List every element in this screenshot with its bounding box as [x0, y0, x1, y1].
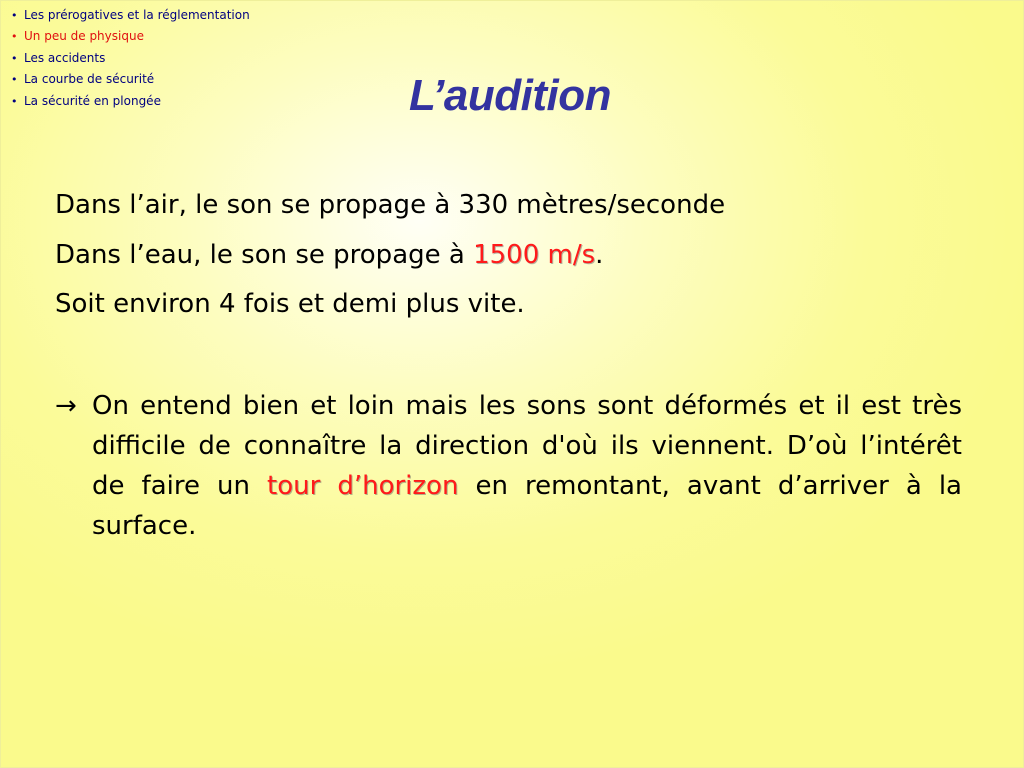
paragraph-text: On entend bien et loin mais les sons sont déformés et il est très difficile de connaître la direction d'où ils viennent. D’où l’intérêt de faire un — [92, 391, 962, 501]
bullet-icon: • — [11, 94, 18, 108]
body-line-eau — [55, 237, 603, 273]
highlight-tour-horizon: tour d’horizon — [267, 471, 459, 501]
nav-item-label: Un peu de physique — [24, 29, 144, 44]
bullet-icon: • — [11, 51, 18, 65]
nav-item-prerogatives[interactable] — [11, 5, 250, 26]
arrow-right-icon: → — [55, 391, 77, 421]
nav-item-label: La sécurité en plongée — [24, 93, 161, 108]
highlight-speed: 1500 m/s — [473, 240, 596, 270]
bullet-icon: • — [11, 73, 18, 87]
slide-navigation-menu — [11, 5, 250, 112]
nav-item-label: Les prérogatives et la réglementation — [24, 8, 250, 22]
slide-title: L’audition — [409, 71, 611, 120]
bullet-icon: • — [11, 9, 18, 22]
nav-item-physique[interactable] — [11, 26, 250, 47]
bullet-icon: • — [11, 30, 18, 44]
nav-item-accidents[interactable] — [11, 48, 250, 69]
body-line-air: Dans l’air, le son se propage à 330 mètres/seconde — [55, 190, 726, 220]
nav-item-label: Les accidents — [24, 50, 106, 65]
paragraph-text-end: en remontant, avant d’arriver à la surface. — [92, 471, 962, 541]
nav-item-label: La courbe de sécurité — [24, 72, 155, 87]
body-line-text: Dans l’eau, le son se propage à — [55, 240, 474, 270]
nav-item-securite-plongee[interactable] — [11, 91, 250, 112]
body-line-punctuation: . — [595, 240, 604, 270]
nav-item-courbe-securite[interactable] — [11, 69, 250, 90]
body-paragraph-consequence — [55, 386, 962, 546]
body-line-comparaison: Soit environ 4 fois et demi plus vite. — [55, 289, 525, 319]
